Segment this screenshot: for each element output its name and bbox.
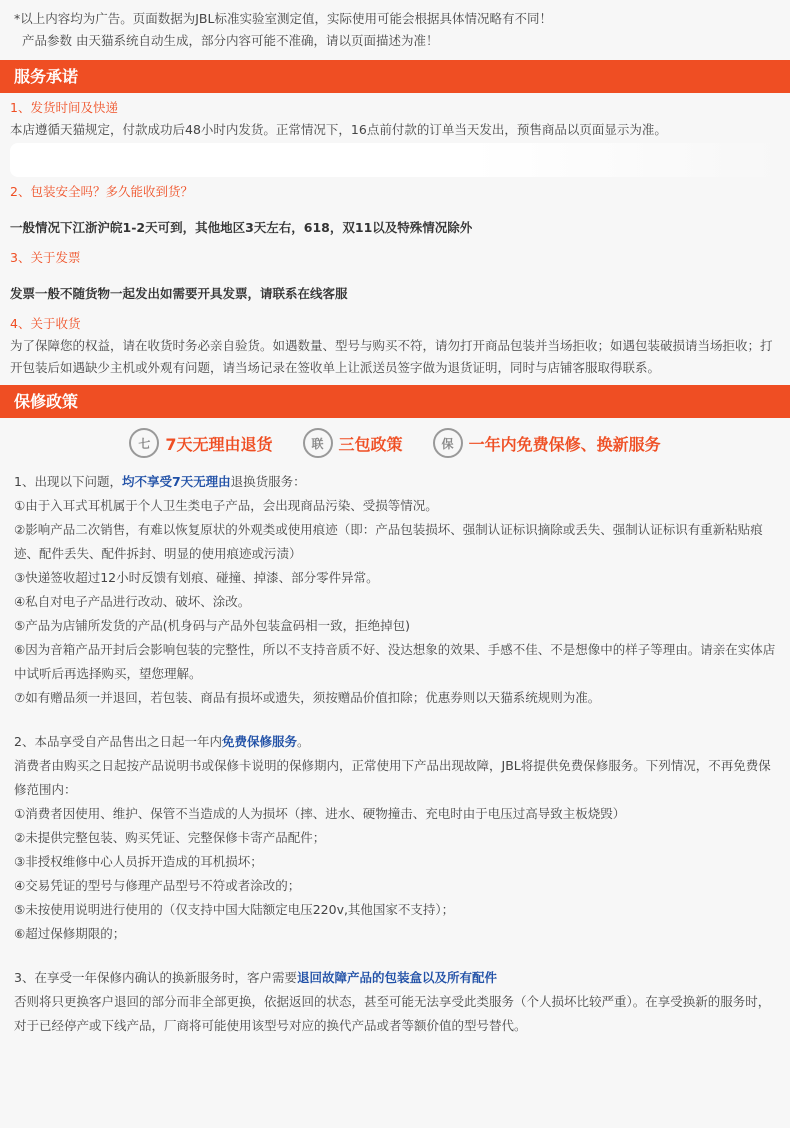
- policy-item: ④私自对电子产品进行改动、破坏、涂改。: [14, 594, 251, 609]
- service-section: [0, 93, 790, 379]
- faq-answer-1: 本店遵循天猫规定，付款成功后48小时内发货。正常情况下，16点前付款的订单当天发出，预售商品以页面显示为准。: [10, 122, 667, 137]
- policy-item: ③非授权维修中心人员拆开造成的耳机损坏；: [14, 854, 263, 869]
- warranty-section: [0, 466, 790, 1038]
- promise-three-guarantees: [303, 428, 403, 458]
- text: 退换货服务：: [230, 474, 306, 489]
- promise-7day-return: [129, 428, 272, 458]
- promise-label: 一年内免费保修、换新服务: [468, 434, 661, 454]
- promise-free-warranty: [433, 428, 661, 458]
- faq-question-4: 4、关于收货: [10, 316, 81, 331]
- policy-intro: 消费者由购买之日起按产品说明书或保修卡说明的保修期内，正常使用下产品出现故障，JBL将提供免费保修服务。下列情况，不再免费保修范围内：: [14, 758, 771, 797]
- highlight-text: 退回故障产品的包装盒以及所有配件: [296, 970, 497, 985]
- faq-question-1: 1、发货时间及快递: [10, 100, 118, 115]
- policy-item: ①由于入耳式耳机属于个人卫生类电子产品，会出现商品污染、受损等情况。: [14, 498, 438, 513]
- service-header: 服务承诺: [0, 60, 790, 93]
- promise-label: 三包政策: [338, 434, 403, 454]
- policy-item: ②影响产品二次销售，有难以恢复原状的外观类或使用痕迹（即：产品包装损坏、强制认证标识摘除或丢失、强制认证标识有重新粘贴痕迹、配件丢失、配件拆封、明显的使用痕迹或污渍）: [14, 522, 763, 561]
- blurred-region: [10, 143, 780, 177]
- faq-answer-4: 为了保障您的权益，请在收货时务必亲自验货。如遇数量、型号与购买不符，请勿打开商品包装并当场拒收；如遇包装破损请当场拒收；打开包装后如遇缺少主机或外观有问题，请当场记录在签收单上让派送员签字做为退货证明，同时与店铺客服取得联系。: [10, 338, 773, 375]
- warranty-header: 保修政策: [0, 385, 790, 418]
- policy-item: ⑥因为音箱产品开封后会影响包装的完整性，所以不支持音质不好、没达想象的效果、手感不佳、不是想像中的样子等理由。请亲在实体店中试听后再选择购买，望您理解。: [14, 642, 776, 681]
- policy-item: ②未提供完整包装、购买凭证、完整保修卡寄产品配件；: [14, 830, 326, 845]
- text: 。: [296, 734, 310, 749]
- text: 1、出现以下问题，: [14, 474, 122, 489]
- policy-item: ⑤产品为店铺所发货的产品(机身码与产品外包装盒码相一致，拒绝掉包): [14, 618, 410, 633]
- policy-item: ⑤未按使用说明进行使用的（仅支持中国大陆额定电压220v,其他国家不支持）；: [14, 902, 455, 917]
- faq-question-2: 2、包装安全吗？多久能收到货？: [10, 184, 193, 199]
- policy-item: ①消费者因使用、维护、保管不当造成的人为损坏（摔、进水、硬物撞击、充电时由于电压过高导致主板烧毁）: [14, 806, 626, 821]
- faq-answer-2: 一般情况下江浙沪皖1-2天可到，其他地区3天左右，618，双11以及特殊情况除外: [10, 220, 473, 235]
- policy-item: ⑥超过保修期限的；: [14, 926, 126, 941]
- highlight-text: 均不享受7天无理由: [121, 474, 231, 489]
- guarantee-icon: 联: [303, 428, 333, 458]
- policy-paragraph-3-heading: [14, 966, 776, 990]
- warranty-icon: 保: [433, 428, 463, 458]
- text: 3、在享受一年保修内确认的换新服务时，客户需要: [14, 970, 297, 985]
- faq-answer-3: 发票一般不随货物一起发出如需要开具发票，请联系在线客服: [10, 286, 348, 301]
- disclaimer-line-1: *以上内容均为广告。页面数据为JBL标准实验室测定值，实际使用可能会根据具体情况略有不同！: [14, 11, 552, 26]
- policy-item: ③快递签收超过12小时反馈有划痕、碰撞、掉漆、部分零件异常。: [14, 570, 379, 585]
- disclaimer: [0, 0, 790, 52]
- text: 2、本品享受自产品售出之日起一年内: [14, 734, 222, 749]
- policy-paragraph-1-heading: [14, 470, 776, 494]
- policy-item: ④交易凭证的型号与修理产品型号不符或者涂改的；: [14, 878, 301, 893]
- promise-label: 7天无理由退货: [165, 434, 273, 454]
- policy-text: 否则将只更换客户退回的部分而非全部更换，依据返回的状态，甚至可能无法享受此类服务（个人损坏比较严重）。在享受换新的服务时，对于已经停产或下线产品，厂商将可能使用该型号对应的换代产品或者等额价值的型号替代。: [14, 994, 771, 1033]
- seven-day-icon: 七: [129, 428, 159, 458]
- policy-item: ⑦如有赠品须一并退回，若包装、商品有损坏或遗失，须按赠品价值扣除；优惠券则以天猫系统规则为准。: [14, 690, 601, 705]
- highlight-text: 免费保修服务: [221, 734, 297, 749]
- promise-row: [0, 420, 790, 466]
- disclaimer-line-2: 产品参数 由天猫系统自动生成，部分内容可能不准确，请以页面描述为准！: [22, 33, 439, 48]
- faq-question-3: 3、关于发票: [10, 250, 81, 265]
- policy-paragraph-2-heading: [14, 730, 776, 754]
